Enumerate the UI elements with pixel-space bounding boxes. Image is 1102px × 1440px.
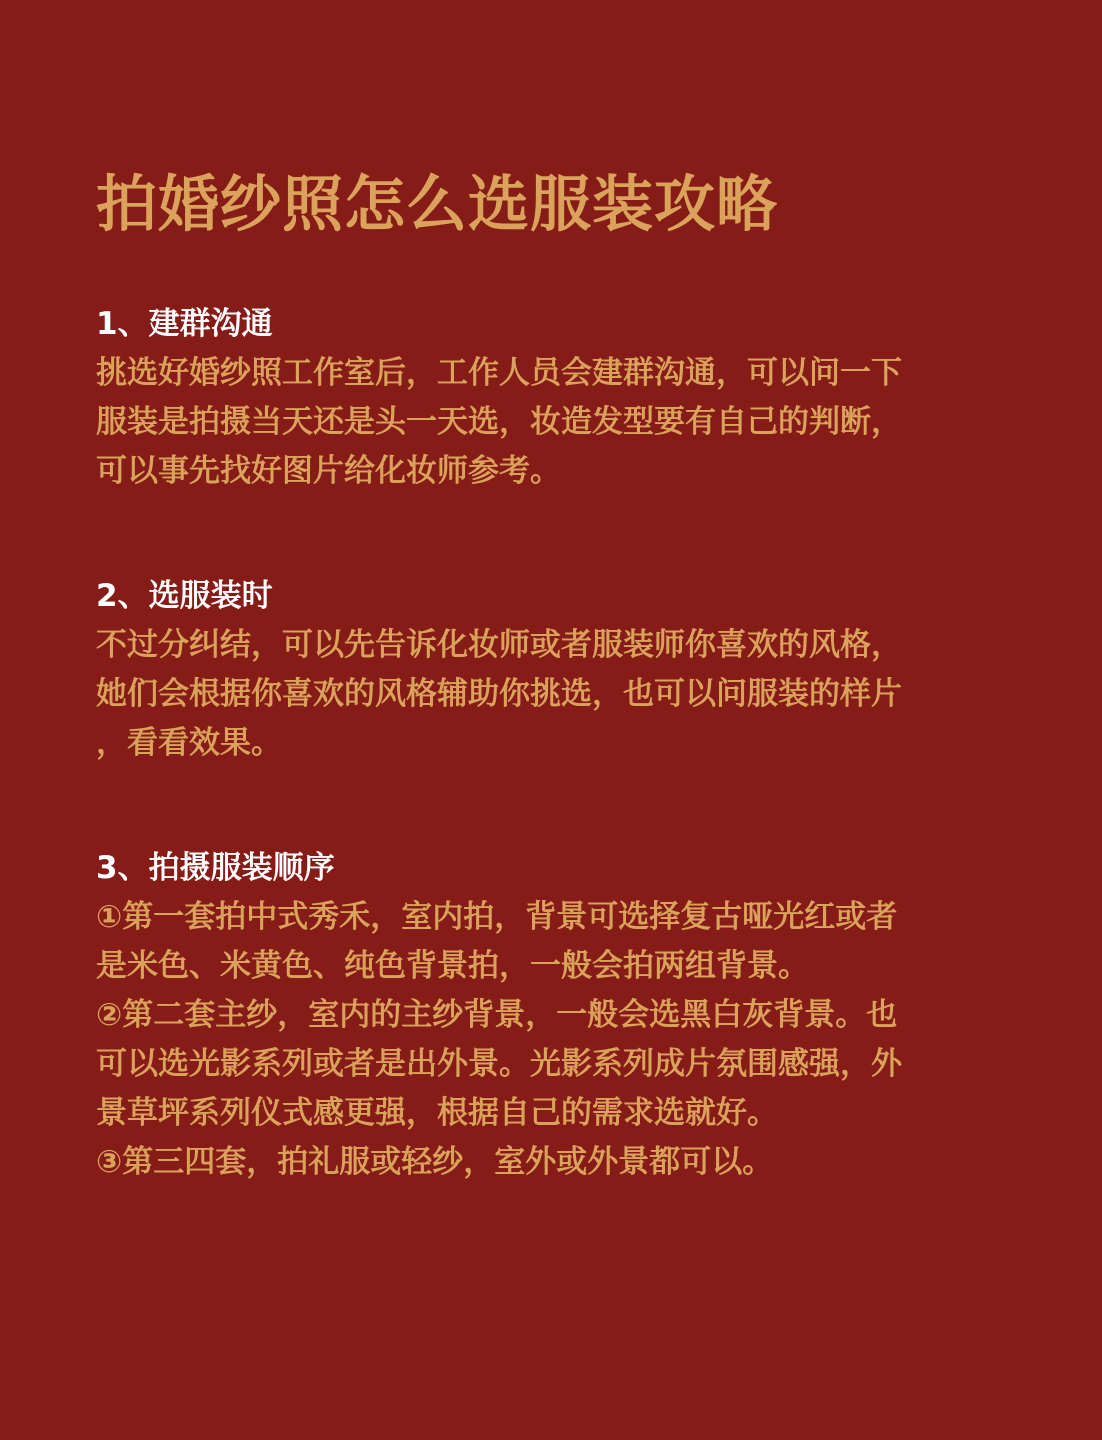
section-text-line: 可以选光影系列或者是出外景。光影系列成片氛围感强，外 <box>96 1046 902 1082</box>
section-text-line: 挑选好婚纱照工作室后，工作人员会建群沟通，可以问一下 <box>96 355 902 391</box>
section-text-line: 景草坪系列仪式感更强，根据自己的需求选就好。 <box>96 1095 778 1131</box>
section-text-line: 可以事先找好图片给化妆师参考。 <box>96 453 561 489</box>
section-clothing-order <box>96 844 1006 1187</box>
section-build-group-chat <box>96 300 1006 496</box>
section-heading: 3、拍摄服装顺序 <box>96 850 335 886</box>
section-heading: 1、建群沟通 <box>96 306 273 342</box>
section-text-line: 服装是拍摄当天还是头一天选，妆造发型要有自己的判断， <box>96 404 902 440</box>
article-sections <box>96 300 1006 1187</box>
section-heading: 2、选服装时 <box>96 578 273 614</box>
section-text-line: ②第二套主纱，室内的主纱背景，一般会选黑白灰背景。也 <box>96 997 898 1033</box>
section-text-line: ①第一套拍中式秀禾，室内拍，背景可选择复古哑光红或者 <box>96 899 898 935</box>
section-text-line: ③第三四套，拍礼服或轻纱，室外或外景都可以。 <box>96 1144 774 1180</box>
page-title: 拍婚纱照怎么选服装攻略 <box>96 169 779 240</box>
section-choosing-clothes <box>96 572 1006 768</box>
section-text-line: ，看看效果。 <box>96 725 282 761</box>
section-text-line: 她们会根据你喜欢的风格辅助你挑选，也可以问服装的样片 <box>96 676 902 712</box>
section-text-line: 是米色、米黄色、纯色背景拍，一般会拍两组背景。 <box>96 948 809 984</box>
section-text-line: 不过分纠结，可以先告诉化妆师或者服装师你喜欢的风格， <box>96 627 902 663</box>
